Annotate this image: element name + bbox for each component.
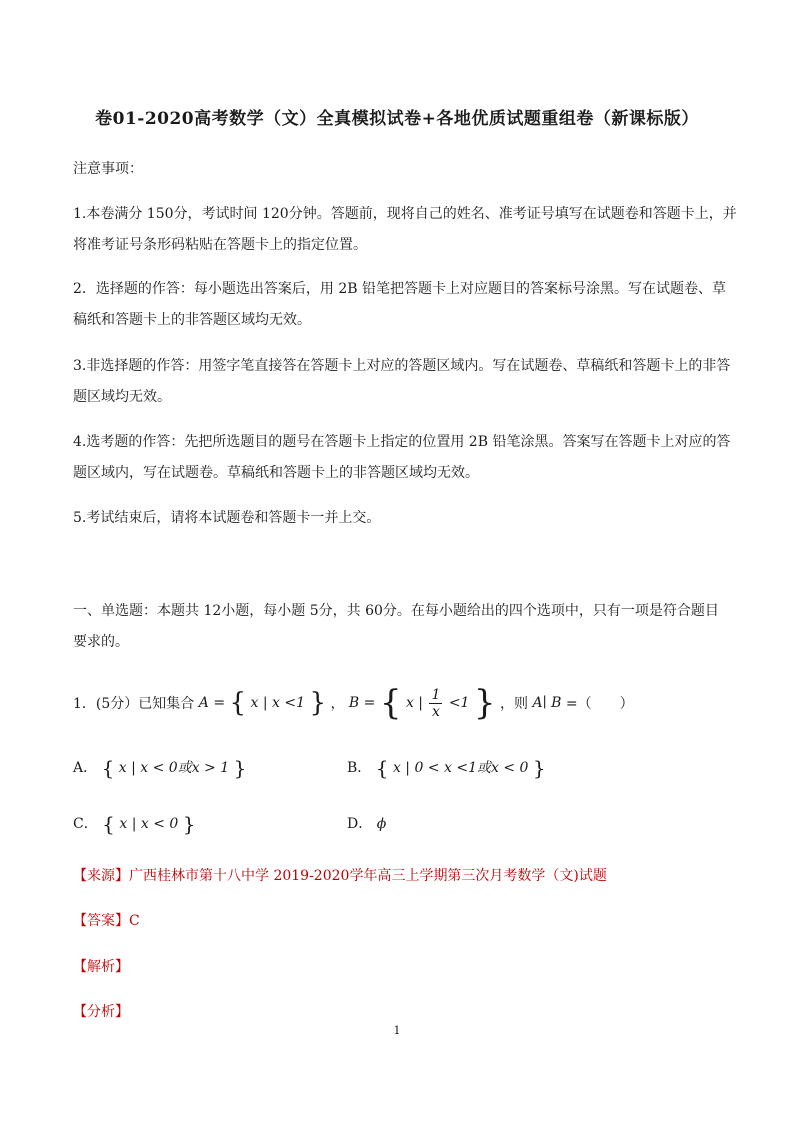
notice-4: [73, 427, 731, 489]
section-heading: [73, 596, 723, 658]
left-brace-icon: {: [379, 683, 402, 723]
right-brace-icon: }: [309, 688, 326, 718]
left-brace-icon: {: [375, 756, 389, 780]
option-a-body: x | x < 0或x > 1: [118, 760, 230, 776]
option-c-label: C．: [73, 816, 98, 832]
option-b-label: B．: [347, 760, 372, 776]
option-a: [73, 757, 246, 778]
notice-5-line-1: 5.考试结束后，请将本试题卷和答题卡一并上交。: [73, 510, 381, 526]
notice-2: [73, 274, 727, 336]
set-b-equals: =: [363, 695, 376, 711]
analysis-tag: 【解析】: [73, 959, 129, 975]
option-d-label: D．: [347, 816, 373, 832]
left-brace-icon: {: [229, 688, 247, 718]
option-c-body: x | x < 0: [119, 816, 179, 832]
page-number: 1: [393, 1024, 401, 1037]
notice-2-line-2: 稿纸和答题卡上的非答题区域均无效。: [73, 312, 311, 328]
notice-2-line-1: 2．选择题的作答：每小题选出答案后，用 2B 铅笔把答题卡上对应题目的答案标号涂黑。写在试题卷、草: [73, 281, 727, 297]
right-brace-icon: }: [182, 812, 196, 836]
question-tail: =（ ）: [565, 696, 634, 712]
fenxi-tag: 【分析】: [73, 1004, 129, 1020]
question-prefix: 1．(5分）已知集合: [73, 696, 195, 712]
section-line-2: 要求的。: [73, 634, 129, 650]
left-brace-icon: {: [101, 756, 115, 780]
question-1: [73, 683, 634, 723]
fraction-denominator: x: [431, 703, 440, 720]
right-brace-icon: }: [473, 683, 496, 723]
question-then: ，则: [500, 696, 529, 712]
notice-1-line-2: 将准考证号条形码粘贴在答题卡上的指定位置。: [73, 237, 367, 253]
set-a-equals: =: [213, 695, 226, 711]
option-b-body: x | 0 < x <1或x < 0: [392, 760, 529, 776]
set-b-var: x |: [405, 695, 423, 711]
source-tag: 【来源】: [73, 868, 129, 884]
set-separator: ，: [330, 696, 345, 712]
option-a-label: A．: [73, 760, 98, 776]
answer-text: C: [129, 913, 140, 929]
answer-line: [73, 910, 140, 930]
set-a-body: x | x <1: [250, 695, 305, 711]
notice-3: [73, 351, 731, 413]
set-a-name: A: [198, 695, 209, 711]
notice-1-line-1: 1.本卷满分 150分，考试时间 120分钟。答题前，现将自己的姓名、准考证号填写在试题卷和答题卡上，并: [73, 206, 737, 222]
option-d: [347, 813, 386, 833]
notice-4-line-1: 4.选考题的作答：先把所选题目的题号在答题卡上指定的位置用 2B 铅笔涂黑。答案写在答题卡上对应的答: [73, 434, 731, 450]
notice-3-line-2: 题区域均无效。: [73, 389, 171, 405]
page-title: 卷01-2020高考数学（文）全真模拟试卷+各地优质试题重组卷（新课标版）: [95, 109, 699, 129]
set-b-name: B: [348, 695, 360, 711]
answer-tag: 【答案】: [73, 913, 129, 929]
set-b-rhs: <1: [448, 695, 470, 711]
notice-1: [73, 199, 737, 261]
source-line: [73, 865, 607, 885]
right-brace-icon: }: [532, 756, 546, 780]
option-b: [347, 757, 546, 778]
right-brace-icon: }: [233, 756, 247, 780]
question-expression: A∣ B: [532, 695, 562, 711]
left-brace-icon: {: [102, 812, 115, 836]
notice-4-line-2: 题区域内，写在试题卷。草稿纸和答题卡上的非答题区域均无效。: [73, 465, 479, 481]
option-d-body: ϕ: [376, 816, 387, 832]
notice-3-line-1: 3.非选择题的作答：用签字笔直接答在答题卡上对应的答题区域内。写在试题卷、草稿纸和答题卡上的非答: [73, 358, 731, 374]
source-text: 广西桂林市第十八中学 2019-2020学年高三上学期第三次月考数学（文)试题: [129, 868, 607, 884]
fraction: [429, 687, 442, 720]
notice-5: [73, 503, 723, 534]
notice-heading: 注意事项：: [73, 161, 143, 177]
option-c: [73, 813, 196, 834]
fraction-numerator: 1: [431, 686, 441, 703]
section-line-1: 一、单选题：本题共 12小题，每小题 5分，共 60分。在每小题给出的四个选项中，只有一项是符合题目: [73, 603, 719, 619]
